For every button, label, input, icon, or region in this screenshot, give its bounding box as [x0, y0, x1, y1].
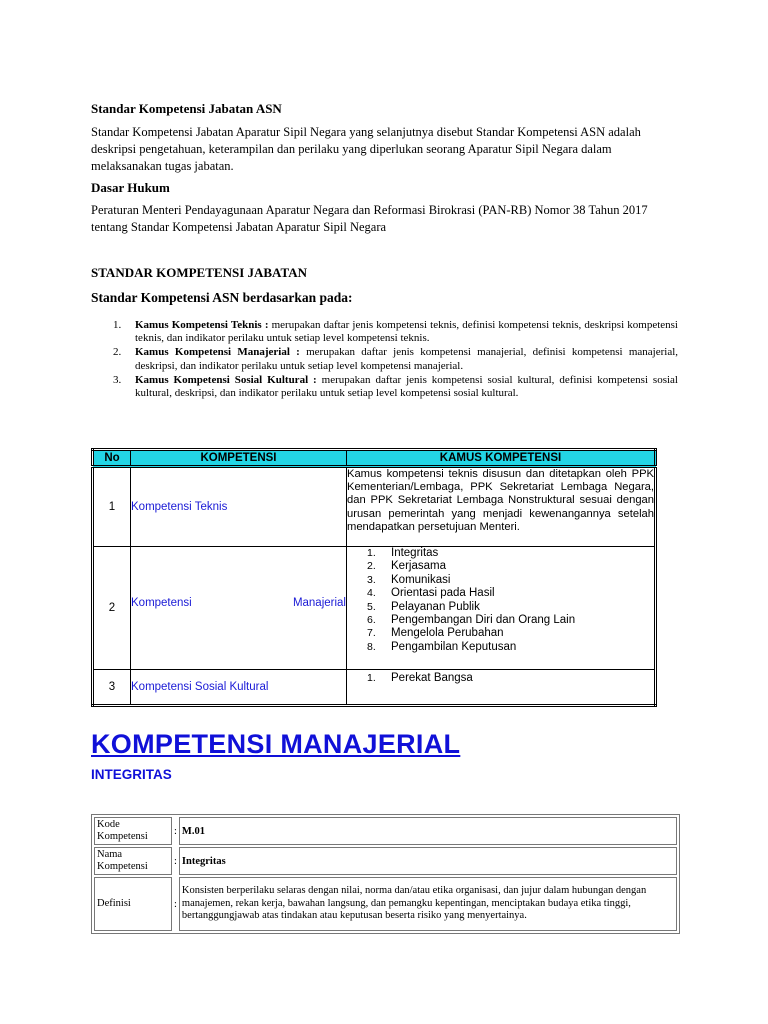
cell-kamus-sosial-kultural — [347, 670, 656, 706]
list-number: 3. — [367, 573, 376, 586]
list-text: Kerjasama — [391, 560, 446, 573]
nama-value: Integritas — [179, 847, 677, 875]
cell-kompetensi-sosial-kultural[interactable]: Kompetensi Sosial Kultural — [131, 670, 347, 706]
header-no: No — [93, 450, 131, 467]
definisi-label: Definisi — [94, 877, 172, 931]
list-text: Komunikasi — [391, 573, 451, 586]
kode-value: M.01 — [179, 817, 677, 845]
kode-label: Kode Kompetensi — [94, 817, 172, 845]
table-row — [93, 547, 656, 670]
list-number: 4. — [367, 587, 376, 600]
section-subheading: Standar Kompetensi ASN berdasarkan pada: — [91, 290, 353, 305]
table-row — [94, 877, 677, 931]
list-text: Orientasi pada Hasil — [391, 587, 495, 600]
list-number: 8. — [367, 640, 376, 653]
cell-kamus-teknis: Kamus kompetensi teknis disusun dan ditetapkan oleh PPK Kementerian/Lembaga, PPK Sekretariat Lembaga Negara, dan PPK Sekretariat Lembaga Nonstruktural sesuai dengan urusan pemerintah yang menjadi kewenangannya setelah mendapatkan persetujuan Menteri. — [347, 467, 656, 547]
list-text: Integritas — [391, 547, 439, 559]
table-row — [93, 670, 656, 706]
list-item-number: 2. — [113, 346, 122, 359]
kamus-list — [91, 319, 678, 401]
list-text: Mengelola Perubahan — [391, 627, 504, 640]
list-number: 1. — [367, 672, 376, 684]
kompetensi-word: Kompetensi — [131, 597, 192, 609]
cell-kompetensi-manajerial[interactable] — [131, 547, 347, 670]
list-item — [347, 560, 654, 573]
cell-no: 1 — [93, 467, 131, 547]
list-item — [91, 319, 678, 345]
list-item-term: Kamus Kompetensi Teknis : — [135, 319, 269, 331]
list-item-number: 3. — [113, 373, 122, 386]
list-item — [347, 574, 654, 587]
manajerial-word: Manajerial — [292, 597, 346, 609]
cell-kamus-manajerial — [347, 547, 656, 670]
paragraph-dasar-hukum: Peraturan Menteri Pendayagunaan Aparatur Negara dan Reformasi Birokrasi (PAN-RB) Nomor 38 Tahun 2017 tentang Standar Kompetensi Jabatan Aparatur Sipil Negara — [91, 203, 648, 234]
list-number: 1. — [367, 547, 376, 559]
section-heading-standar: Standar Kompetensi Jabatan ASN — [91, 101, 282, 116]
list-item — [347, 627, 654, 640]
list-number: 2. — [367, 560, 376, 573]
list-item — [347, 587, 654, 600]
list-item — [347, 672, 654, 685]
colon: : — [174, 898, 177, 910]
integritas-subtitle: INTEGRITAS — [91, 767, 172, 782]
cell-kompetensi-teknis[interactable]: Kompetensi Teknis — [131, 467, 347, 547]
header-kamus: KAMUS KOMPETENSI — [347, 450, 656, 467]
list-number: 6. — [367, 614, 376, 627]
sosial-kultural-list — [347, 672, 654, 685]
kompetensi-table — [91, 448, 657, 707]
cell-no: 2 — [93, 547, 131, 670]
colon: : — [174, 855, 177, 867]
manajerial-list — [347, 547, 654, 654]
list-item-desc: merupakan daftar jenis kompetensi manajerial, definisi kompetensi manajerial, deskripsi, dan indikator perilaku untuk setiap level kompetensi manajerial. — [135, 346, 679, 372]
list-item-number: 1. — [113, 319, 122, 331]
list-item — [91, 346, 678, 372]
section-heading-dasar-hukum: Dasar Hukum — [91, 180, 170, 195]
list-item-desc: merupakan daftar jenis kompetensi sosial kultural, definisi kompetensi sosial kultural, deskripsi, dan indikator perilaku untuk setiap level kompetensi sosial kultural. — [135, 373, 678, 400]
kode-kompetensi-table — [91, 814, 680, 934]
list-item — [91, 374, 678, 400]
definisi-value: Konsisten berperilaku selaras dengan nilai, norma dan/atau etika organisasi, dan jujur dalam hubungan dengan manajemen, rekan kerja, bawahan langsung, dan pemangku kepentingan, menciptakan budaya etika tinggi, bertanggungjawab atas tindakan atau keputusan beserta risiko yang menyertainya. — [179, 877, 677, 931]
nama-label: Nama Kompetensi — [94, 847, 172, 875]
list-item — [347, 547, 654, 560]
kompetensi-manajerial-title[interactable]: KOMPETENSI MANAJERIAL — [91, 729, 461, 759]
colon: : — [174, 825, 177, 837]
list-text: Pengambilan Keputusan — [391, 640, 517, 653]
table-row — [94, 817, 677, 845]
section-heading-standar-kompetensi: STANDAR KOMPETENSI JABATAN — [91, 265, 307, 280]
list-item-desc: merupakan daftar jenis kompetensi teknis, definisi kompetensi teknis, deskripsi kompetensi teknis, dan indikator perilaku untuk setiap level kompetensi teknis. — [135, 319, 678, 345]
list-item — [347, 641, 654, 654]
list-number: 7. — [367, 627, 376, 640]
list-item — [347, 601, 654, 614]
cell-no: 3 — [93, 670, 131, 706]
list-item — [347, 614, 654, 627]
list-text: Perekat Bangsa — [391, 672, 473, 684]
list-number: 5. — [367, 600, 376, 613]
paragraph-definisi-asn: Standar Kompetensi Jabatan Aparatur Sipil Negara yang selanjutnya disebut Standar Kompetensi ASN adalah deskripsi pengetahuan, keterampilan dan perilaku yang diperlukan seorang Aparatur Sipil Negara dalam melaksanakan tugas jabatan. — [91, 125, 641, 173]
table-row — [94, 847, 677, 875]
list-item-term: Kamus Kompetensi Sosial Kultural : — [135, 373, 317, 386]
header-kompetensi: KOMPETENSI — [131, 450, 347, 467]
list-text: Pengembangan Diri dan Orang Lain — [391, 614, 576, 627]
list-item-term: Kamus Kompetensi Manajerial : — [135, 346, 300, 359]
table-header-row — [93, 450, 656, 467]
list-text: Pelayanan Publik — [391, 600, 480, 613]
table-row — [93, 467, 656, 547]
